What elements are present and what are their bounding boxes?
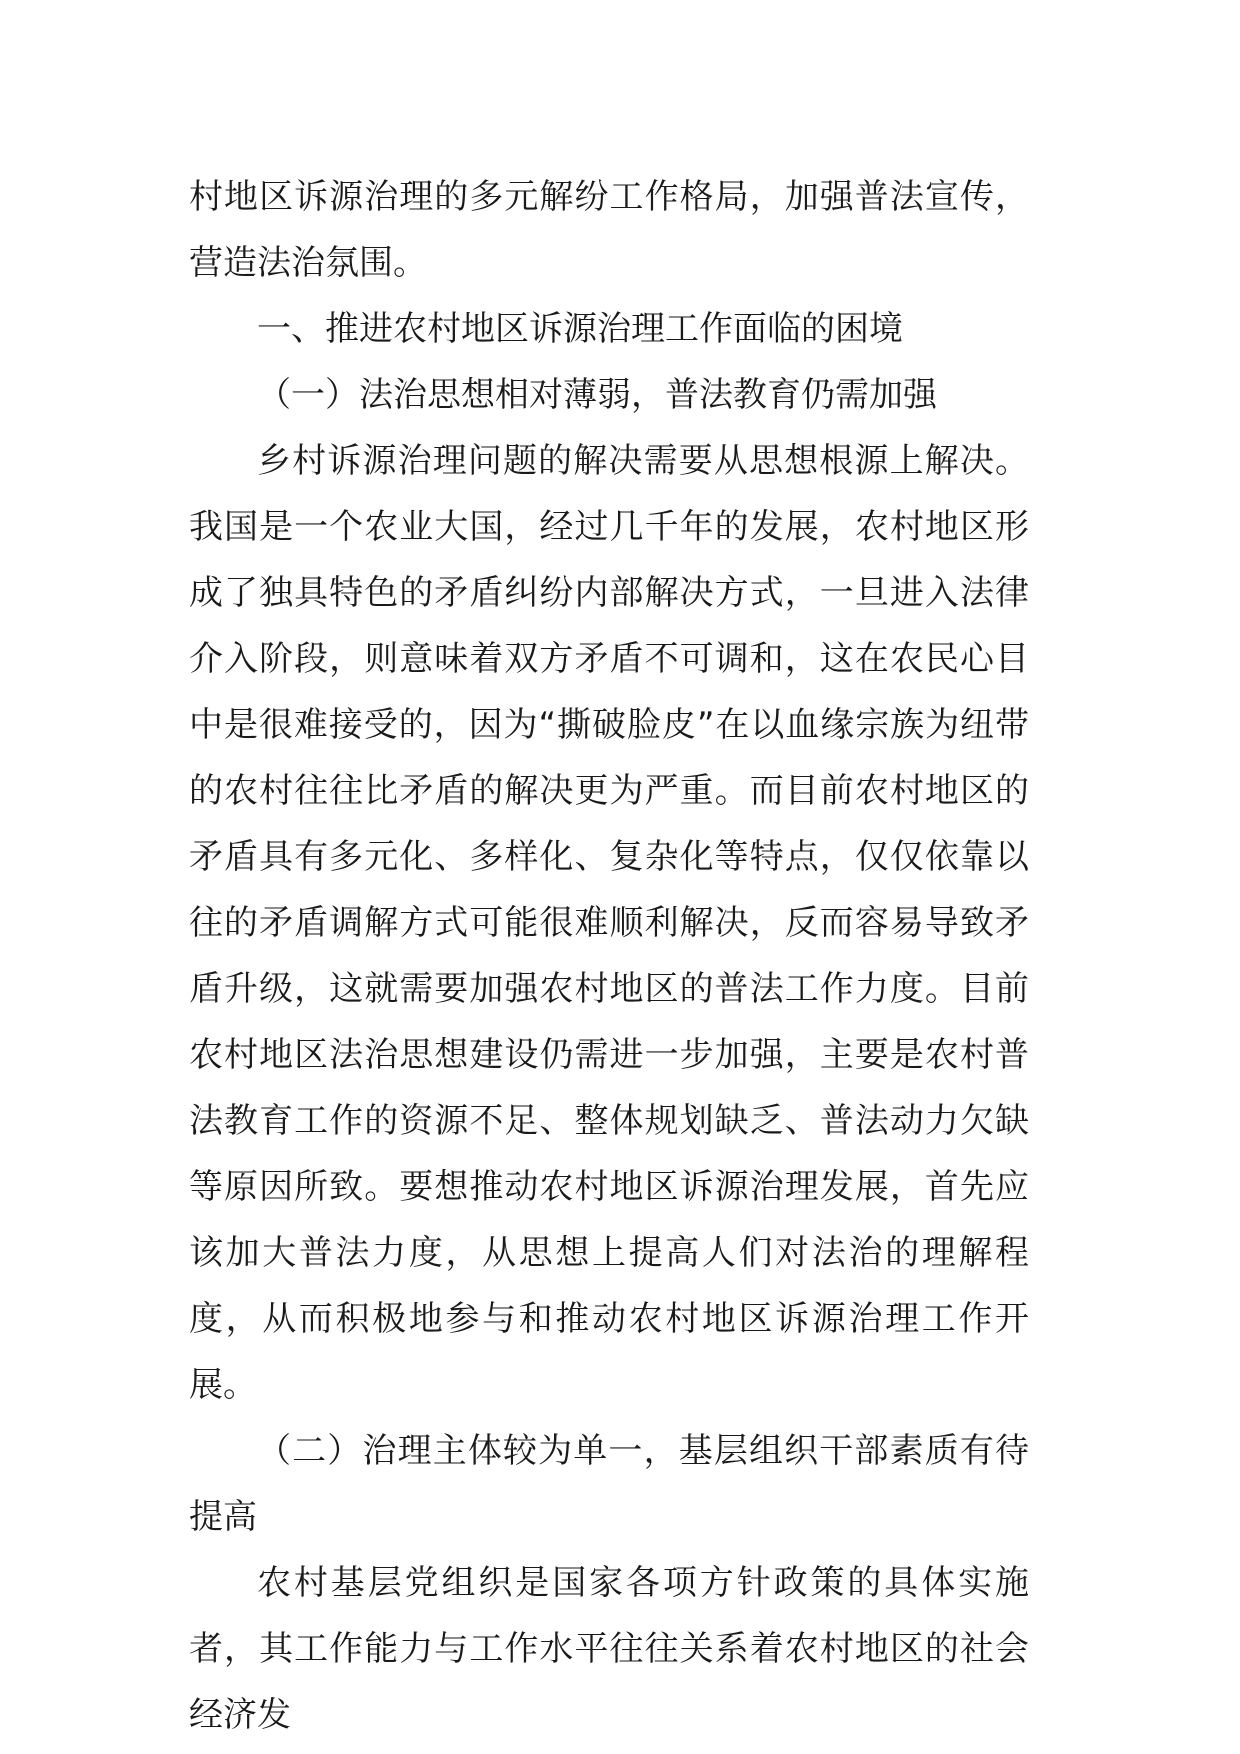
document-body: [189, 164, 1029, 1748]
body-paragraph-1: 乡村诉源治理问题的解决需要从思想根源上解决。我国是一个农业大国，经过几千年的发展，农村地区形成了独具特色的矛盾纠纷内部解决方式，一旦进入法律介入阶段，则意味着双方矛盾不可调和，这在农民心目中是很难接受的，因为“撕破脸皮”在以血缘宗族为纽带的农村往往比矛盾的解决更为严重。而目前农村地区的矛盾具有多元化、多样化、复杂化等特点，仅仅依靠以往的矛盾调解方式可能很难顺利解决，反而容易导致矛盾升级，这就需要加强农村地区的普法工作力度。目前农村地区法治思想建设仍需进一步加强，主要是农村普法教育工作的资源不足、整体规划缺乏、普法动力欠缺等原因所致。要想推动农村地区诉源治理发展，首先应该加大普法力度，从思想上提高人们对法治的理解程度，从而积极地参与和推动农村地区诉源治理工作开展。: [189, 441, 1029, 1405]
continuation-paragraph: 村地区诉源治理的多元解纷工作格局，加强普法宣传，营造法治氛围。: [189, 177, 1029, 283]
section-heading: 一、推进农村地区诉源治理工作面临的困境: [257, 309, 903, 349]
subsection-heading-1: （一）法治思想相对薄弱，普法教育仍需加强: [257, 375, 937, 415]
subsection-heading-2: （二）治理主体较为单一，基层组织干部素质有待提高: [189, 1431, 1029, 1537]
body-paragraph-2: 农村基层党组织是国家各项方针政策的具体实施者，其工作能力与工作水平往往关系着农村地区的社会经济发: [189, 1563, 1029, 1735]
